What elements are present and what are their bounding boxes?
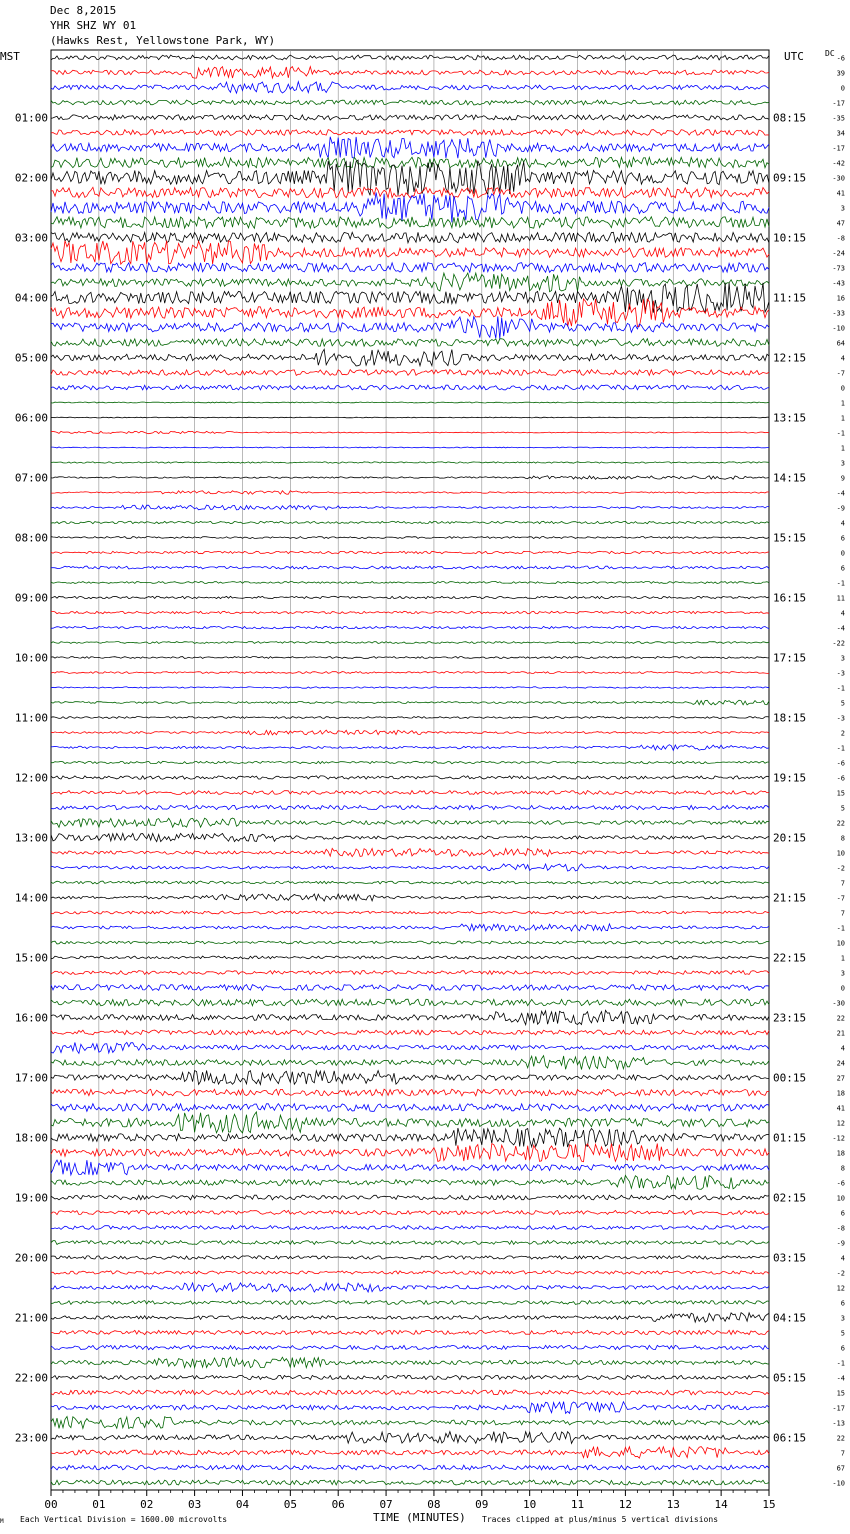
dc-offset-value: -8 <box>836 234 845 243</box>
seismic-trace <box>51 657 769 659</box>
seismic-trace <box>51 791 769 795</box>
seismic-trace <box>51 730 769 735</box>
dc-offset-value: 6 <box>840 564 845 573</box>
dc-offset-value: 7 <box>840 879 845 888</box>
dc-offset-value: 0 <box>840 84 845 93</box>
utc-hour-label: 18:15 <box>773 711 807 725</box>
mst-hour-label: 17:00 <box>14 1071 48 1085</box>
seismic-trace <box>51 894 769 901</box>
dc-offset-value: 1 <box>840 954 845 963</box>
seismic-trace <box>51 491 769 495</box>
dc-offset-value: 15 <box>836 789 845 798</box>
dc-offset-value: -33 <box>832 309 845 318</box>
dc-offset-value: 3 <box>840 654 845 663</box>
mst-hour-label: 05:00 <box>14 351 48 365</box>
utc-hour-label: 13:15 <box>773 411 807 425</box>
seismic-trace <box>51 1345 769 1349</box>
seismic-trace <box>51 55 769 60</box>
seismic-trace <box>51 985 769 991</box>
dc-offset-value: 6 <box>840 1344 845 1353</box>
dc-offset-value: -30 <box>832 174 845 183</box>
seismic-trace <box>51 1030 769 1035</box>
seismic-trace <box>51 217 769 229</box>
dc-offset-value: -1 <box>836 744 845 753</box>
mst-hour-label: 07:00 <box>14 471 48 485</box>
seismic-trace <box>51 1417 769 1429</box>
mst-hour-label: 03:00 <box>14 231 48 245</box>
dc-offset-value: -1 <box>836 1359 845 1368</box>
utc-hour-label: 04:15 <box>773 1311 807 1325</box>
dc-offset-value: 8 <box>840 1164 845 1173</box>
dc-offset-value: 4 <box>840 1044 845 1053</box>
x-tick-group <box>44 1490 775 1511</box>
seismic-trace <box>51 157 769 168</box>
dc-offset-value: 7 <box>840 909 845 918</box>
mst-hour-label: 21:00 <box>14 1311 48 1325</box>
dc-offset-value: -12 <box>832 1134 845 1143</box>
x-tick-label: 01 <box>92 1498 106 1511</box>
dc-offset-value: -42 <box>832 159 845 168</box>
seismic-trace <box>51 115 769 120</box>
dc-offset-value: 41 <box>836 189 845 198</box>
dc-offset-value: 5 <box>840 699 845 708</box>
seismic-trace <box>51 848 769 856</box>
utc-hour-label: 15:15 <box>773 531 807 545</box>
seismic-trace <box>51 833 769 841</box>
dc-offset-value: -30 <box>832 999 845 1008</box>
seismic-trace <box>51 1402 769 1414</box>
dc-offset-value: 67 <box>836 1464 845 1473</box>
x-tick-label: 10 <box>523 1498 537 1511</box>
utc-hour-label: 21:15 <box>773 891 807 905</box>
seismic-trace <box>51 1432 769 1444</box>
seismic-trace <box>51 1241 769 1245</box>
seismic-trace <box>51 566 769 569</box>
seismic-trace <box>51 1010 769 1024</box>
dc-offset-value: -7 <box>836 894 845 903</box>
dc-offset-value: 64 <box>836 339 845 348</box>
dc-offset-value: 0 <box>840 549 845 558</box>
dc-offset-value: 3 <box>840 459 845 468</box>
seismic-trace <box>51 67 769 79</box>
dc-offset-value: -9 <box>836 1239 845 1248</box>
dc-offset-value: 34 <box>836 129 845 138</box>
seismic-trace <box>51 187 769 198</box>
dc-offset-value: -10 <box>832 324 845 333</box>
seismic-trace <box>51 1283 769 1292</box>
utc-hour-label: 11:15 <box>773 291 807 305</box>
seismic-trace <box>51 582 769 584</box>
seismic-trace <box>51 476 769 480</box>
chart-date: Dec 8,2015 <box>50 4 117 17</box>
mst-hour-label: 06:00 <box>14 411 48 425</box>
dc-offset-value: -17 <box>832 144 845 153</box>
x-tick-label: 11 <box>570 1498 585 1511</box>
dc-offset-value: 24 <box>836 1059 845 1068</box>
x-tick-label: 05 <box>283 1498 297 1511</box>
seismic-trace <box>51 1226 769 1230</box>
seismic-trace <box>51 1112 769 1133</box>
seismic-trace <box>51 1089 769 1096</box>
mst-hour-label: 02:00 <box>14 171 48 185</box>
seismic-trace <box>51 1465 769 1470</box>
dc-offset-value: 8 <box>840 834 845 843</box>
utc-hour-label: 16:15 <box>773 591 807 605</box>
seismic-trace <box>51 447 769 448</box>
dc-offset-value: -1 <box>836 924 845 933</box>
seismic-trace <box>51 232 769 243</box>
dc-offset-value: 12 <box>836 1119 845 1128</box>
dc-offset-value: -6 <box>836 1179 845 1188</box>
seismic-trace <box>51 626 769 628</box>
seismic-trace <box>51 761 769 763</box>
dc-offset-value: 39 <box>836 69 845 78</box>
seismic-trace <box>51 911 769 914</box>
seismic-trace <box>51 1480 769 1485</box>
seismic-trace <box>51 642 769 644</box>
utc-hour-label: 20:15 <box>773 831 807 845</box>
dc-offset-value: -2 <box>836 1269 845 1278</box>
seismic-trace <box>51 1271 769 1274</box>
trace-group <box>51 55 769 1485</box>
seismic-trace <box>51 241 769 265</box>
utc-hour-label: 10:15 <box>773 231 807 245</box>
dc-offset-value: -17 <box>832 1404 845 1413</box>
utc-hour-label: 00:15 <box>773 1071 807 1085</box>
dc-offset-value: 4 <box>840 519 845 528</box>
seismic-trace <box>51 687 769 688</box>
dc-offset-value: 1 <box>840 444 845 453</box>
utc-hour-label: 17:15 <box>773 651 807 665</box>
dc-offset-value: -6 <box>836 54 845 63</box>
dc-offset-value: -22 <box>832 639 845 648</box>
dc-offset-value: -4 <box>836 624 845 633</box>
dc-offset-value: -17 <box>832 99 845 108</box>
seismic-trace <box>51 924 769 931</box>
seismic-trace <box>51 941 769 944</box>
seismic-trace <box>51 1144 769 1162</box>
seismic-trace <box>51 881 769 884</box>
mst-hour-label: 12:00 <box>14 771 48 785</box>
dc-offset-value: -2 <box>836 864 845 873</box>
utc-hour-label: 12:15 <box>773 351 807 365</box>
seismic-trace <box>51 1447 769 1459</box>
seismic-trace <box>51 776 769 779</box>
dc-offset-value: 41 <box>836 1104 845 1113</box>
dc-offset-value: -24 <box>832 249 845 258</box>
dc-offset-value: 5 <box>840 804 845 813</box>
dc-offset-value: -4 <box>836 1374 845 1383</box>
mst-hour-label: 11:00 <box>14 711 48 725</box>
dc-offset-value: -73 <box>832 264 845 273</box>
station-code: YHR SHZ WY 01 <box>50 19 137 32</box>
seismic-trace <box>51 402 769 403</box>
dc-offset-value: 4 <box>840 354 845 363</box>
dc-offset-value: -4 <box>836 489 845 498</box>
seismic-trace <box>51 1357 769 1367</box>
seismic-trace <box>51 370 769 376</box>
dc-offset-value: -13 <box>832 1419 845 1428</box>
seismic-trace <box>51 100 769 105</box>
x-tick-label: 06 <box>331 1498 345 1511</box>
seismic-trace <box>51 1195 769 1200</box>
seismic-trace <box>51 82 769 94</box>
dc-offset-value: 2 <box>840 729 845 738</box>
dc-offset-value: 1 <box>840 399 845 408</box>
right-timezone-label: UTC <box>784 50 804 63</box>
mst-hour-label: 14:00 <box>14 891 48 905</box>
x-tick-label: 02 <box>140 1498 154 1511</box>
seismic-trace <box>51 130 769 136</box>
utc-hour-label: 19:15 <box>773 771 807 785</box>
utc-hour-label: 23:15 <box>773 1011 807 1025</box>
seismic-trace <box>51 537 769 539</box>
dc-offset-value: 18 <box>836 1089 845 1098</box>
mst-hour-label: 08:00 <box>14 531 48 545</box>
scale-note: Each Vertical Division = 1600.00 microvolts <box>20 1515 228 1524</box>
seismic-trace <box>51 1390 769 1395</box>
utc-hour-label: 09:15 <box>773 171 807 185</box>
seismic-trace <box>51 551 769 553</box>
dc-offset-value: -1 <box>836 429 845 438</box>
mst-hour-label: 13:00 <box>14 831 48 845</box>
utc-hour-label: 01:15 <box>773 1131 807 1145</box>
seismic-trace <box>51 1210 769 1214</box>
x-tick-label: 00 <box>44 1498 58 1511</box>
mst-hour-label: 23:00 <box>14 1431 48 1445</box>
dc-offset-value: 12 <box>836 1284 845 1293</box>
seismic-trace <box>51 1071 769 1085</box>
seismic-trace <box>51 956 769 959</box>
dc-offset-value: 47 <box>836 219 845 228</box>
seismic-trace <box>51 596 769 598</box>
dc-offset-value: -9 <box>836 504 845 513</box>
mst-hour-label: 09:00 <box>14 591 48 605</box>
utc-hour-label: 08:15 <box>773 111 807 125</box>
dc-offset-value: 10 <box>836 1194 845 1203</box>
mst-hour-label: 22:00 <box>14 1371 48 1385</box>
dc-offset-value: 6 <box>840 1209 845 1218</box>
seismic-trace <box>51 1104 769 1112</box>
x-tick-label: 04 <box>235 1498 250 1511</box>
mst-hour-label: 10:00 <box>14 651 48 665</box>
seismic-trace <box>51 717 769 719</box>
dc-offset-value: 18 <box>836 1149 845 1158</box>
dc-offset-value: -7 <box>836 369 845 378</box>
dc-offset-value: 11 <box>836 594 845 603</box>
mst-hour-label: 04:00 <box>14 291 48 305</box>
dc-offset-value: 3 <box>840 1314 845 1323</box>
corner-mark: M <box>0 1518 4 1525</box>
dc-offset-value: 3 <box>840 204 845 213</box>
seismic-trace <box>51 818 769 827</box>
dc-offset-value: -10 <box>832 1479 845 1488</box>
dc-offset-value: 27 <box>836 1074 845 1083</box>
dc-offset-value: -1 <box>836 579 845 588</box>
x-tick-label: 14 <box>714 1498 728 1511</box>
dc-offset-value: 4 <box>840 1254 845 1263</box>
utc-hour-label: 22:15 <box>773 951 807 965</box>
x-tick-label: 09 <box>475 1498 489 1511</box>
seismic-trace <box>51 417 769 418</box>
mst-hour-label: 20:00 <box>14 1251 48 1265</box>
seismic-trace <box>51 1160 769 1175</box>
x-tick-label: 12 <box>618 1498 633 1511</box>
seismic-trace <box>51 805 769 809</box>
seismic-trace <box>51 431 769 433</box>
dc-offset-value: 10 <box>836 849 845 858</box>
seismic-trace <box>51 1256 769 1259</box>
dc-offset-value: -6 <box>836 759 845 768</box>
dc-offset-value: -35 <box>832 114 845 123</box>
dc-offset-value: 9 <box>840 474 845 483</box>
dc-offset-value: 16 <box>836 294 845 303</box>
seismic-trace <box>51 1301 769 1305</box>
dc-offset-value: -6 <box>836 774 845 783</box>
dc-offset-value: -8 <box>836 1224 845 1233</box>
seismic-trace <box>51 505 769 510</box>
clip-note: Traces clipped at plus/minus 5 vertical divisions <box>482 1515 719 1524</box>
dc-offset-value: 22 <box>836 1014 845 1023</box>
dc-offset-value: 0 <box>840 384 845 393</box>
seismic-trace <box>51 1330 769 1334</box>
seismic-trace <box>51 462 769 463</box>
seismic-trace <box>51 349 769 366</box>
utc-hour-label: 02:15 <box>773 1191 807 1205</box>
mst-hour-label: 19:00 <box>14 1191 48 1205</box>
utc-hour-label: 05:15 <box>773 1371 807 1385</box>
dc-offset-value: 4 <box>840 609 845 618</box>
dc-offset-value: 22 <box>836 1434 845 1443</box>
dc-offset-value: -3 <box>836 714 845 723</box>
x-tick-label: 13 <box>666 1498 680 1511</box>
dc-offset-value: -1 <box>836 684 845 693</box>
seismic-trace <box>51 521 769 523</box>
dc-offset-value: 22 <box>836 819 845 828</box>
utc-hour-label: 06:15 <box>773 1431 807 1445</box>
dc-offset-value: 1 <box>840 414 845 423</box>
seismic-trace <box>51 1042 769 1053</box>
x-tick-label: 03 <box>187 1498 202 1511</box>
x-tick-label: 15 <box>762 1498 776 1511</box>
seismic-trace <box>51 1056 769 1070</box>
gridlines <box>99 50 721 1490</box>
seismic-trace <box>51 385 769 390</box>
mst-hour-label: 01:00 <box>14 111 48 125</box>
utc-hour-label: 14:15 <box>773 471 807 485</box>
seismic-trace <box>51 700 769 705</box>
seismic-trace <box>51 316 769 339</box>
seismic-trace <box>51 745 769 751</box>
dc-offset-value: 5 <box>840 1329 845 1338</box>
dc-label: DC <box>825 49 835 58</box>
dc-offset-value: 3 <box>840 969 845 978</box>
x-axis-label: TIME (MINUTES) <box>373 1511 466 1524</box>
seismic-trace <box>51 1175 769 1189</box>
dc-offset-value: -3 <box>836 669 845 678</box>
seismic-trace <box>51 1128 769 1147</box>
dc-offset-value: 0 <box>840 984 845 993</box>
seismic-trace <box>51 1313 769 1323</box>
seismic-trace <box>51 263 769 273</box>
x-tick-label: 08 <box>427 1498 441 1511</box>
dc-offset-group <box>832 55 845 1488</box>
seismic-trace <box>51 864 769 871</box>
dc-offset-value: -43 <box>832 279 845 288</box>
seismic-trace <box>51 611 769 613</box>
x-tick-label: 07 <box>379 1498 393 1511</box>
dc-offset-value: 6 <box>840 534 845 543</box>
dc-offset-value: 21 <box>836 1029 845 1038</box>
seismic-trace <box>51 339 769 347</box>
left-timezone-label: MST <box>0 50 20 63</box>
seismic-trace <box>51 1375 769 1379</box>
seismic-trace <box>51 971 769 975</box>
seismic-trace <box>51 273 769 292</box>
mst-hour-label: 16:00 <box>14 1011 48 1025</box>
dc-offset-value: 15 <box>836 1389 845 1398</box>
utc-hour-label: 03:15 <box>773 1251 807 1265</box>
seismic-trace <box>51 999 769 1006</box>
dc-offset-value: 7 <box>840 1449 845 1458</box>
mst-hour-label: 15:00 <box>14 951 48 965</box>
seismic-trace <box>51 137 769 158</box>
seismic-trace <box>51 672 769 674</box>
station-location: (Hawks Rest, Yellowstone Park, WY) <box>50 34 276 47</box>
mst-hour-label: 18:00 <box>14 1131 48 1145</box>
dc-offset-value: 6 <box>840 1299 845 1308</box>
dc-offset-value: 10 <box>836 939 845 948</box>
